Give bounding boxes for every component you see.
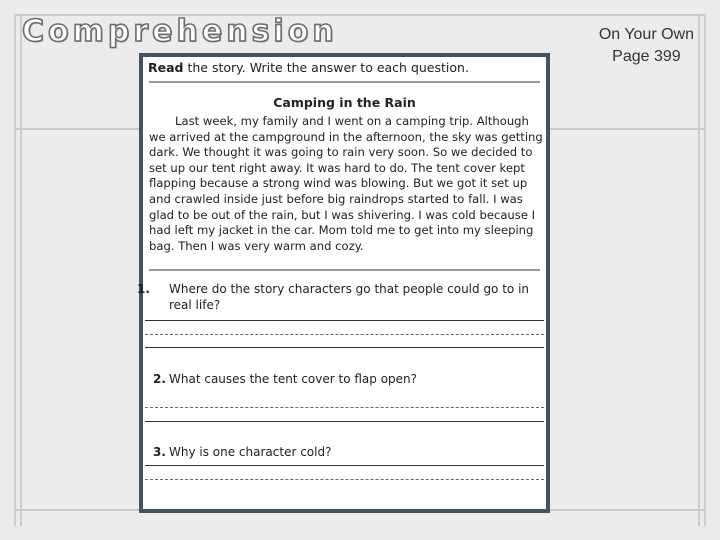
answer-line[interactable] xyxy=(145,465,544,466)
grid-line xyxy=(698,14,700,526)
instructions-text: the story. Write the answer to each question. xyxy=(183,60,469,75)
page-reference xyxy=(599,24,694,68)
question-3 xyxy=(153,444,331,460)
question-text: Where do the story characters go that people could go to in real life? xyxy=(169,282,530,312)
question-text: What causes the tent cover to flap open? xyxy=(169,372,418,386)
instructions-bold: Read xyxy=(148,60,184,75)
question-2 xyxy=(153,371,417,387)
question-text: Why is one character cold? xyxy=(169,445,332,459)
answer-line[interactable] xyxy=(145,334,544,335)
answer-line[interactable] xyxy=(145,347,544,348)
instructions xyxy=(148,60,469,75)
question-number: 3. xyxy=(153,445,166,459)
reference-label: On Your Own xyxy=(598,26,694,43)
grid-line xyxy=(14,14,16,526)
question-1 xyxy=(137,281,544,313)
answer-line[interactable] xyxy=(145,320,544,321)
worksheet xyxy=(139,53,550,513)
grid-line xyxy=(20,14,22,526)
answer-line[interactable] xyxy=(145,421,544,422)
divider xyxy=(149,269,540,271)
answer-line[interactable] xyxy=(145,407,544,408)
question-number: 1. xyxy=(137,282,150,296)
story-title: Camping in the Rain xyxy=(273,95,416,110)
answer-line[interactable] xyxy=(145,479,544,480)
story-text: Last week, my family and I went on a camping trip. Although we arrived at the campground in the afternoon, the sky was getting dark. We thought it was going to rain very soon. So we decided to set up our tent right away. It was hard to do. The tent cover kept flapping because a strong wind was blowing. But we got it set up and crawled inside just before big raindrops started to fall. I was glad to be out of the rain, but I was shivering. I was cold because I had left my jacket in the car. Mom told me to get into my sleeping bag. Then I was very warm and cozy. xyxy=(149,114,543,253)
question-number: 2. xyxy=(153,372,166,386)
reference-page: Page 399 xyxy=(612,48,681,65)
divider xyxy=(149,81,540,83)
slide-title: Comprehension xyxy=(22,14,338,49)
grid-line xyxy=(704,14,706,526)
